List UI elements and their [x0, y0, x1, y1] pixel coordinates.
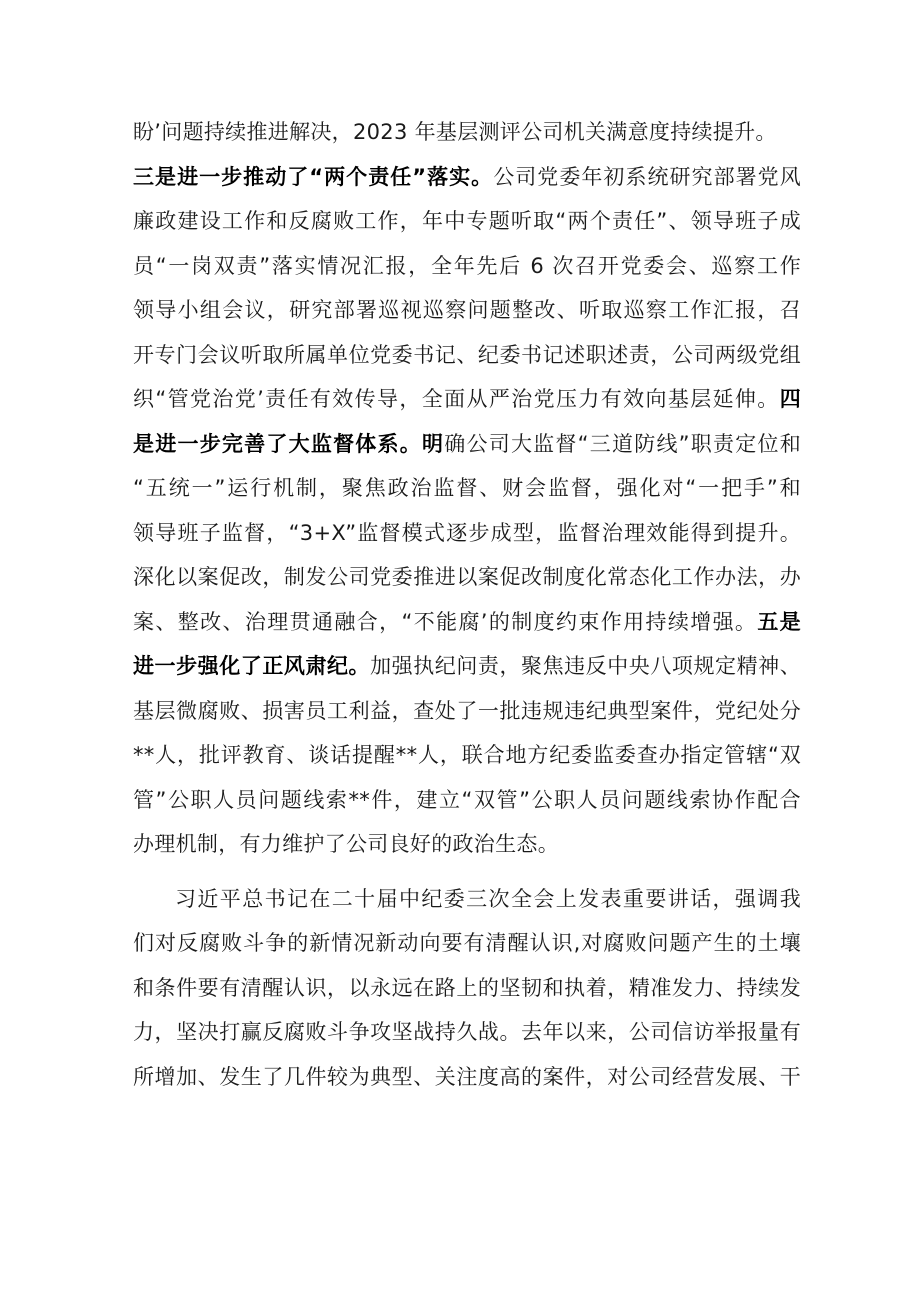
- paragraph-anti-corruption-situation: [133, 877, 801, 1100]
- body-text: 员“一岗双责”落实情况汇报，全年先后 6 次召开党委会、巡察工作: [133, 253, 801, 278]
- text-line: [133, 422, 801, 467]
- body-text: 习近平总书记在二十届中纪委三次全会上发表重要讲话，强调我: [175, 886, 801, 911]
- paragraph-supervision-achievements: [133, 110, 801, 867]
- text-line: [133, 1010, 801, 1055]
- body-text: “五统一”运行机制，聚焦政治监督、财会监督，强化对“一把手”和: [133, 476, 801, 500]
- text-line: [133, 155, 801, 200]
- body-text: 和条件要有清醒认识，以永远在路上的坚韧和执着，精准发力、持续发: [133, 975, 801, 1000]
- text-line: [133, 244, 801, 289]
- text-line: [133, 199, 801, 244]
- body-text: 所增加、发生了几件较为典型、关注度高的案件，对公司经营发展、干: [133, 1064, 801, 1089]
- text-line: [133, 377, 801, 422]
- document-body: [133, 110, 801, 1099]
- body-text: 们对反腐败斗争的新情况新动向要有清醒认识,对腐败问题产生的土壤: [133, 931, 801, 955]
- body-text: 管”公职人员问题线索**件，建立“双管”公职人员问题线索协作配合: [133, 787, 801, 812]
- body-text: 领导班子监督，“3+X”监督模式逐步成型，监督治理效能得到提升。: [133, 520, 801, 545]
- text-line: [133, 110, 801, 155]
- body-text: 力，坚决打赢反腐败斗争攻坚战持久战。去年以来，公司信访举报量有: [133, 1020, 801, 1044]
- body-text: 开专门会议听取所属单位党委书记、纪委书记述职述责，公司两级党组: [133, 342, 801, 367]
- body-text: 廉政建设工作和反腐败工作，年中专题听取“两个责任”、领导班子成: [133, 209, 801, 233]
- text-line: [133, 1055, 801, 1100]
- body-text: 织“管党治党’责任有效传导，全面从严治党压力有效向基层延伸。: [133, 387, 780, 411]
- bold-heading-text: 五是: [757, 609, 801, 634]
- text-line: [133, 689, 801, 734]
- body-text: 公司党委年初系统研究部署党风: [493, 164, 802, 189]
- body-text: **人，批评教育、谈话提醒**人，联合地方纪委监委查办指定管辖“双: [133, 743, 801, 767]
- bold-heading-text: 进一步强化了正风肃纪。: [133, 654, 371, 678]
- text-line: [133, 822, 801, 867]
- body-text: 办理机制，有力维护了公司良好的政治生态。: [133, 832, 559, 856]
- text-line: [133, 600, 801, 645]
- text-line: [133, 921, 801, 966]
- body-text: 基层微腐败、损害员工利益，查处了一批违规违纪典型案件，党纪处分: [133, 698, 801, 723]
- text-line: [133, 333, 801, 378]
- text-line: [133, 644, 801, 689]
- body-text: 深化以案促改，制发公司党委推进以案促改制度化常态化工作办法，办: [133, 565, 801, 589]
- body-text: 确公司大监督“三道防线”职责定位和: [444, 431, 802, 456]
- bold-heading-text: 三是进一步推动了“两个责任”落实。: [133, 164, 494, 189]
- bold-heading-text: 四: [779, 387, 801, 411]
- text-line: [133, 778, 801, 823]
- body-text: 加强执纪问责，聚焦违反中央八项规定精神、: [370, 654, 801, 678]
- bold-heading-text: 是进一步完善了大监督体系。明: [133, 431, 445, 456]
- text-line: [133, 288, 801, 333]
- body-text: 盼’问题持续推进解决，2023 年基层测评公司机关满意度持续提升。: [133, 120, 777, 144]
- paragraph-gap: [133, 867, 801, 877]
- text-line: [133, 877, 801, 922]
- text-line: [133, 511, 801, 556]
- body-text: 案、整改、治理贯通融合，“不能腐’的制度约束作用持续增强。: [133, 609, 758, 634]
- text-line: [133, 555, 801, 600]
- text-line: [133, 966, 801, 1011]
- text-line: [133, 466, 801, 511]
- body-text: 领导小组会议，研究部署巡视巡察问题整改、听取巡察工作汇报，召: [133, 298, 801, 322]
- text-line: [133, 733, 801, 778]
